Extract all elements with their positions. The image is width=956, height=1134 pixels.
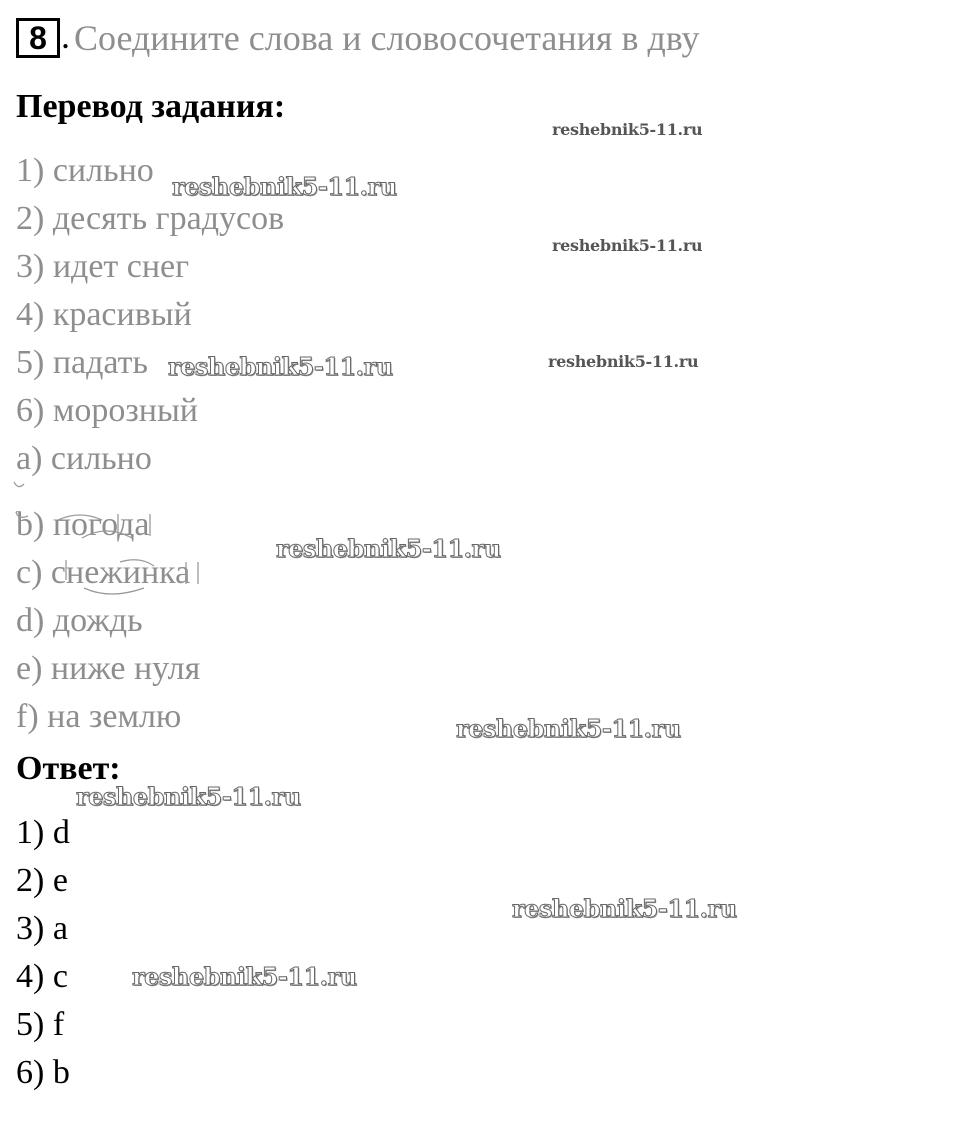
watermark: reshebnik5-11.ru [276,534,501,563]
list-item: b) погода [16,506,150,543]
list-item: 5) падать [16,344,148,381]
watermark: reshebnik5-11.ru [76,782,301,811]
watermark: reshebnik5-11.ru [512,894,737,923]
watermark: reshebnik5-11.ru [456,714,681,743]
list-item: f) на землю [16,698,182,735]
list-item: 5) f [16,1006,65,1043]
list-item: 3) a [16,910,68,947]
list-item: 6) морозный [16,392,199,429]
watermark: reshebnik5-11.ru [552,236,703,255]
watermark: reshebnik5-11.ru [548,352,699,371]
list-item: 2) десять градусов [16,200,285,237]
list-item: 2) e [16,862,68,899]
answer-heading: Ответ: [16,750,121,787]
watermark: reshebnik5-11.ru [168,352,393,381]
list-item: a) сильно [16,440,152,477]
translation-heading: Перевод задания: [16,88,286,125]
task-number-box: 8 [16,18,60,58]
watermark: reshebnik5-11.ru [172,172,397,201]
list-item: c) снежинка [16,554,191,591]
task-number-dot: . [61,16,70,56]
list-item: d) дождь [16,602,143,639]
list-item: 6) b [16,1054,70,1091]
list-item: e) ниже нуля [16,650,201,687]
list-item: 4) красивый [16,296,192,333]
list-item: 3) идет снег [16,248,190,285]
list-item: 1) сильно [16,152,154,189]
task-instruction: Соедините слова и словосочетания в дву [74,18,700,58]
watermark: reshebnik5-11.ru [552,120,703,139]
list-item: 1) d [16,814,70,851]
watermark: reshebnik5-11.ru [132,962,357,991]
list-item: 4) c [16,958,68,995]
